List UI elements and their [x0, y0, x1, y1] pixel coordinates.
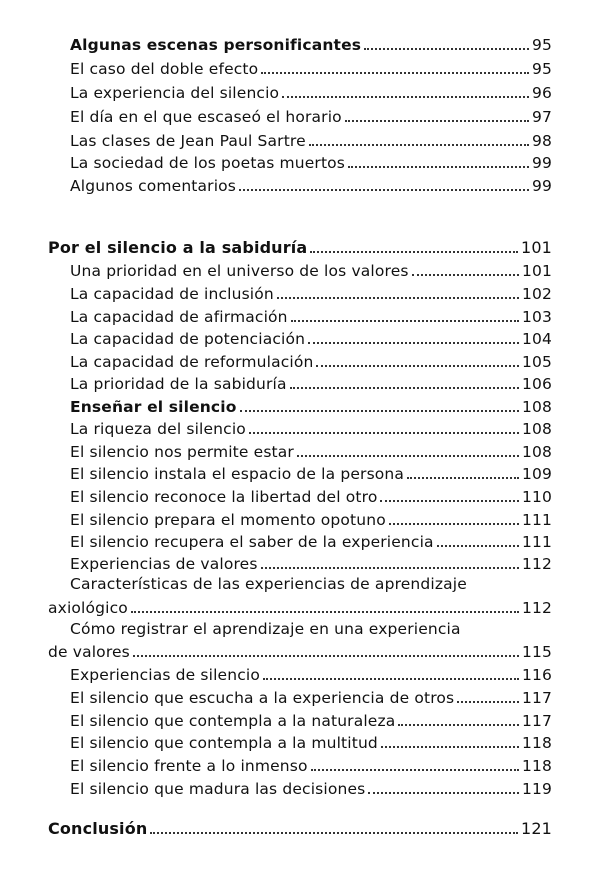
- toc-section-title: Por el silencio a la sabiduría: [48, 238, 308, 257]
- toc-section-title: Conclusión: [48, 819, 148, 838]
- toc-entry-title: La capacidad de reformulación: [70, 353, 314, 371]
- dot-leader: [381, 746, 519, 748]
- toc-entry-page: 96: [531, 84, 552, 102]
- toc-entry[interactable]: [70, 508, 552, 530]
- toc-entry-title: El silencio que contempla a la multitud: [70, 734, 378, 752]
- toc-entry-title: Experiencias de silencio: [70, 666, 260, 684]
- toc-entry-page: 115: [521, 643, 552, 661]
- toc-entry[interactable]: [70, 174, 552, 196]
- dot-leader: [368, 792, 519, 794]
- toc-entry-page: 116: [521, 666, 552, 684]
- dot-leader: [457, 701, 519, 703]
- toc-entry-page: 108: [521, 398, 552, 416]
- toc-entry-title: El silencio que contempla a la naturaleza: [70, 712, 396, 730]
- dot-leader: [364, 48, 529, 50]
- toc-entry[interactable]: [70, 259, 552, 281]
- dot-leader: [407, 477, 519, 479]
- toc-entry-title: La sociedad de los poetas muertos: [70, 154, 346, 172]
- toc-entry[interactable]: [48, 596, 552, 618]
- toc-entry-page: 112: [521, 599, 552, 617]
- toc-entry[interactable]: [70, 754, 552, 776]
- dot-leader: [133, 655, 519, 657]
- dot-leader: [412, 274, 519, 276]
- toc-entry-title: Enseñar el silencio: [70, 398, 237, 416]
- toc-entry-heading[interactable]: [70, 395, 552, 417]
- toc-entry[interactable]: [70, 777, 552, 799]
- toc-entry-page: 119: [521, 780, 552, 798]
- toc-entry-page: 108: [521, 420, 552, 438]
- dot-leader: [309, 144, 529, 146]
- dot-leader: [297, 455, 519, 457]
- toc-entry-page: 104: [521, 330, 552, 348]
- toc-entry-page: 108: [521, 443, 552, 461]
- dot-leader: [239, 189, 529, 191]
- toc-entry-title: El silencio instala el espacio de la persona: [70, 465, 405, 483]
- dot-leader: [261, 567, 519, 569]
- toc-entry[interactable]: [70, 350, 552, 372]
- dot-leader: [282, 96, 529, 98]
- dot-leader: [290, 387, 519, 389]
- toc-entry-page: 109: [521, 465, 552, 483]
- toc-entry-title: La prioridad de la sabiduría: [70, 375, 287, 393]
- toc-entry-title: El silencio recupera el saber de la experiencia: [70, 533, 434, 551]
- toc-entry-title: El silencio frente a lo inmenso: [70, 757, 308, 775]
- toc-entry-page: 111: [521, 533, 552, 551]
- toc-entry-first-line: Características de las experiencias de aprendizaje: [70, 575, 467, 593]
- toc-entry-page: 105: [521, 353, 552, 371]
- dot-leader: [261, 72, 529, 74]
- toc-entry-page: 118: [521, 734, 552, 752]
- toc-entry[interactable]: [70, 151, 552, 173]
- dot-leader: [249, 432, 519, 434]
- toc-entry-page: 106: [521, 375, 552, 393]
- toc-entry-page: 102: [521, 285, 552, 303]
- toc-entry[interactable]: [70, 485, 552, 507]
- dot-leader: [310, 251, 518, 253]
- toc-entry-title: Experiencias de valores: [70, 555, 258, 573]
- toc-entry-title: El silencio nos permite estar: [70, 443, 294, 461]
- toc-entry-title: La experiencia del silencio: [70, 84, 280, 102]
- toc-entry-page: 111: [521, 511, 552, 529]
- toc-entry-page: 99: [531, 177, 552, 195]
- toc-entry-title: La riqueza del silencio: [70, 420, 246, 438]
- toc-entry-page: 97: [531, 108, 552, 126]
- toc-entry[interactable]: [70, 462, 552, 484]
- toc-entry-page: 98: [531, 132, 552, 150]
- toc-section-heading[interactable]: [48, 236, 552, 258]
- dot-leader: [389, 523, 519, 525]
- toc-entry-page: 110: [521, 488, 552, 506]
- toc-entry-title: Las clases de Jean Paul Sartre: [70, 132, 306, 150]
- toc-entry[interactable]: [70, 709, 552, 731]
- toc-entry-page: 101: [521, 262, 552, 280]
- dot-leader: [437, 545, 519, 547]
- toc-entry[interactable]: [48, 640, 552, 662]
- toc-entry[interactable]: [70, 327, 552, 349]
- toc-entry-title: La capacidad de potenciación: [70, 330, 306, 348]
- toc-entry-title: axiológico: [48, 599, 128, 617]
- toc-entry[interactable]: [70, 105, 552, 127]
- dot-leader: [316, 365, 518, 367]
- toc-section-heading[interactable]: [48, 817, 552, 839]
- dot-leader: [150, 832, 518, 834]
- toc-entry-title: de valores: [48, 643, 130, 661]
- toc-entry[interactable]: [70, 663, 552, 685]
- toc-entry[interactable]: [70, 81, 552, 103]
- toc-entry-page: 117: [521, 712, 552, 730]
- toc-entry-title: El día en el que escaseó el horario: [70, 108, 342, 126]
- toc-entry-title: El silencio que escucha a la experiencia de otros: [70, 689, 455, 707]
- toc-entry[interactable]: [70, 530, 552, 552]
- toc-entry-title: La capacidad de afirmación: [70, 308, 288, 326]
- toc-entry[interactable]: [70, 57, 552, 79]
- toc-entry-page: 112: [521, 555, 552, 573]
- toc-entry-page: 95: [531, 36, 552, 54]
- toc-entry-title: El caso del doble efecto: [70, 60, 259, 78]
- toc-entry-title: El silencio que madura las decisiones: [70, 780, 366, 798]
- dot-leader: [380, 500, 519, 502]
- dot-leader: [291, 320, 519, 322]
- toc-entry-title: El silencio prepara el momento opotuno: [70, 511, 386, 529]
- toc-entry[interactable]: [70, 417, 552, 439]
- toc-entry-title: Algunas escenas personificantes: [70, 36, 362, 54]
- dot-leader: [131, 611, 519, 613]
- toc-entry[interactable]: [70, 129, 552, 151]
- toc-entry[interactable]: [70, 686, 552, 708]
- dot-leader: [345, 120, 529, 122]
- dot-leader: [348, 166, 529, 168]
- toc-entry-page: 117: [521, 689, 552, 707]
- toc-entry-first-line: Cómo registrar el aprendizaje en una experiencia: [70, 620, 461, 638]
- toc-entry[interactable]: [70, 731, 552, 753]
- toc-entry[interactable]: [70, 440, 552, 462]
- toc-entry-title: Una prioridad en el universo de los valores: [70, 262, 409, 280]
- toc-entry-page: 103: [521, 308, 552, 326]
- toc-entry-page: 99: [531, 154, 552, 172]
- dot-leader: [311, 769, 519, 771]
- dot-leader: [277, 297, 519, 299]
- toc-entry[interactable]: [70, 552, 552, 574]
- toc-entry[interactable]: [70, 282, 552, 304]
- dot-leader: [240, 410, 519, 412]
- toc-entry[interactable]: [70, 372, 552, 394]
- toc-section-page: 101: [521, 238, 552, 257]
- toc-entry-page: 95: [531, 60, 552, 78]
- toc-section-page: 121: [521, 819, 552, 838]
- dot-leader: [263, 678, 519, 680]
- toc-entry-title: El silencio reconoce la libertad del otro: [70, 488, 378, 506]
- dot-leader: [308, 342, 519, 344]
- toc-entry-page: 118: [521, 757, 552, 775]
- toc-entry-title: Algunos comentarios: [70, 177, 237, 195]
- toc-entry-title: La capacidad de inclusión: [70, 285, 274, 303]
- dot-leader: [398, 724, 519, 726]
- toc-entry-heading[interactable]: [70, 33, 552, 55]
- toc-entry[interactable]: [70, 305, 552, 327]
